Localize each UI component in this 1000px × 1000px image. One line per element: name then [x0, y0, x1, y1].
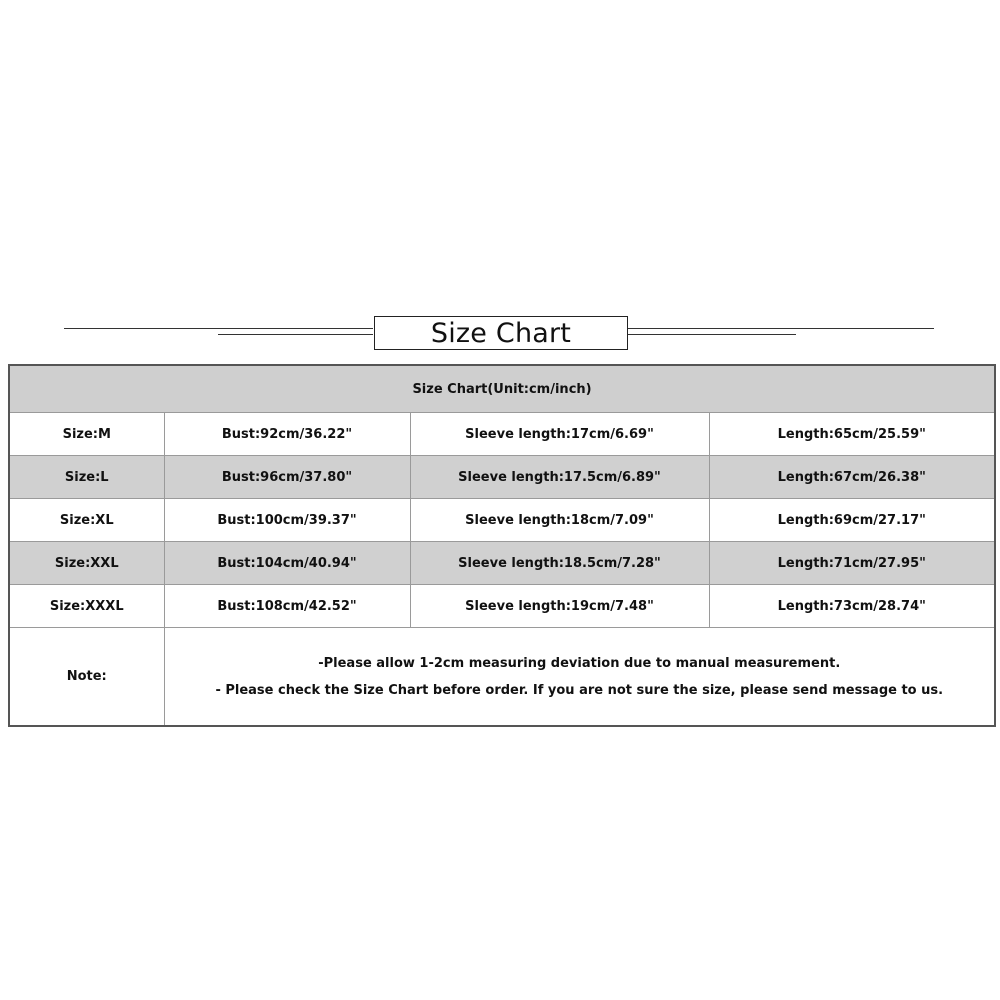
- table-header-row: [9, 365, 995, 413]
- size-table: [8, 364, 996, 727]
- table-row: [9, 585, 995, 628]
- title-box: [374, 316, 628, 350]
- bust-cell: Bust:100cm/39.37": [164, 499, 410, 542]
- bust-cell: Bust:96cm/37.80": [164, 456, 410, 499]
- note-label: Note:: [9, 628, 164, 727]
- table-row: [9, 413, 995, 456]
- right-outer-rule: [628, 328, 934, 329]
- table-row: [9, 456, 995, 499]
- bust-cell: Bust:104cm/40.94": [164, 542, 410, 585]
- sleeve-cell: Sleeve length:17cm/6.69": [410, 413, 709, 456]
- bust-cell: Bust:108cm/42.52": [164, 585, 410, 628]
- length-cell: Length:69cm/27.17": [709, 499, 995, 542]
- note-line: -Please allow 1-2cm measuring deviation due to manual measurement.: [318, 655, 841, 671]
- size-cell: Size:XXL: [9, 542, 164, 585]
- note-line: - Please check the Size Chart before order. If you are not sure the size, please send message to us.: [215, 682, 944, 698]
- title-banner: [0, 300, 1000, 360]
- right-inner-rule: [628, 334, 796, 335]
- length-cell: Length:73cm/28.74": [709, 585, 995, 628]
- size-cell: Size:M: [9, 413, 164, 456]
- size-cell: Size:XXXL: [9, 585, 164, 628]
- length-cell: Length:65cm/25.59": [709, 413, 995, 456]
- bust-cell: Bust:92cm/36.22": [164, 413, 410, 456]
- sleeve-cell: Sleeve length:18.5cm/7.28": [410, 542, 709, 585]
- size-cell: Size:XL: [9, 499, 164, 542]
- table-row: [9, 542, 995, 585]
- page-title: Size Chart: [430, 317, 572, 349]
- table-header: Size Chart(Unit:cm/inch): [9, 365, 995, 413]
- sleeve-cell: Sleeve length:17.5cm/6.89": [410, 456, 709, 499]
- note-content: [164, 628, 995, 727]
- note-row: [9, 628, 995, 727]
- size-cell: Size:L: [9, 456, 164, 499]
- sleeve-cell: Sleeve length:18cm/7.09": [410, 499, 709, 542]
- left-outer-rule: [64, 328, 373, 329]
- left-inner-rule: [218, 334, 373, 335]
- sleeve-cell: Sleeve length:19cm/7.48": [410, 585, 709, 628]
- length-cell: Length:71cm/27.95": [709, 542, 995, 585]
- table-row: [9, 499, 995, 542]
- length-cell: Length:67cm/26.38": [709, 456, 995, 499]
